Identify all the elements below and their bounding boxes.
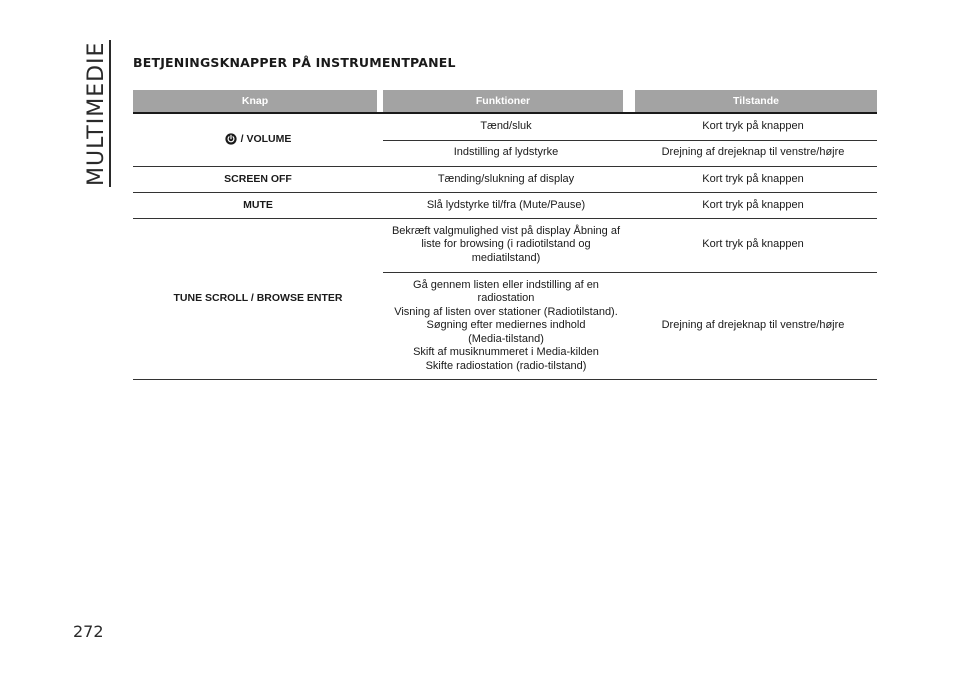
- table-cell-tilstand: Kort tryk på knappen: [702, 172, 804, 185]
- header-funktioner: Funktioner: [383, 90, 623, 112]
- table-cell-funktion: Bekræft valgmulighed vist på display Åbning af liste for browsing (i radiotilstand og mediatilstand): [391, 224, 621, 264]
- header-tilstande: Tilstande: [635, 90, 877, 112]
- table-cell-funktion: Tænding/slukning af display: [437, 172, 575, 185]
- table-cell-tilstand: Drejning af drejeknap til venstre/højre: [661, 319, 845, 332]
- table-cell-tilstand: Kort tryk på knappen: [702, 120, 804, 133]
- table-cell-funktion: Tænd/sluk: [480, 120, 532, 133]
- table-cell-funktion: Slå lydstyrke til/fra (Mute/Pause): [426, 198, 586, 211]
- controls-table: [133, 90, 877, 372]
- page-title: BETJENINGSKNAPPER PÅ INSTRUMENTPANEL: [133, 55, 456, 70]
- table-cell-funktion: Indstilling af lydstyrke: [453, 146, 559, 159]
- table-cell-funktion: Gå gennem listen eller indstilling af en radiostation Visning af listen over stationer (Radiotilstand). Søgning efter mediernes indhold (Media-tilstand) Skift af musiknummeret i Media-kilden Skifte radiostation (radio-tilstand): [394, 278, 618, 372]
- table-cell-tilstand: Drejning af drejeknap til venstre/højre: [661, 146, 845, 159]
- table-cell-knap-volume: [133, 114, 383, 166]
- section-side-title: MULTIMEDIE: [84, 41, 109, 186]
- table-cell-knap-screen-off: SCREEN OFF: [224, 172, 292, 185]
- table-cell-knap-tune-scroll: TUNE SCROLL / BROWSE ENTER: [173, 292, 343, 305]
- table-cell-text: / VOLUME: [240, 133, 292, 146]
- table-header: [133, 90, 877, 112]
- header-knap: Knap: [133, 90, 377, 112]
- table-cell-knap-mute: MUTE: [243, 198, 273, 211]
- table-bottom-rule: [133, 379, 877, 380]
- table-cell-tilstand: Kort tryk på knappen: [702, 198, 804, 211]
- row-divider: [383, 272, 877, 273]
- power-icon: [225, 133, 241, 148]
- side-divider: [109, 40, 111, 187]
- page-number: 272: [73, 622, 104, 641]
- table-cell-tilstand: Kort tryk på knappen: [702, 238, 804, 251]
